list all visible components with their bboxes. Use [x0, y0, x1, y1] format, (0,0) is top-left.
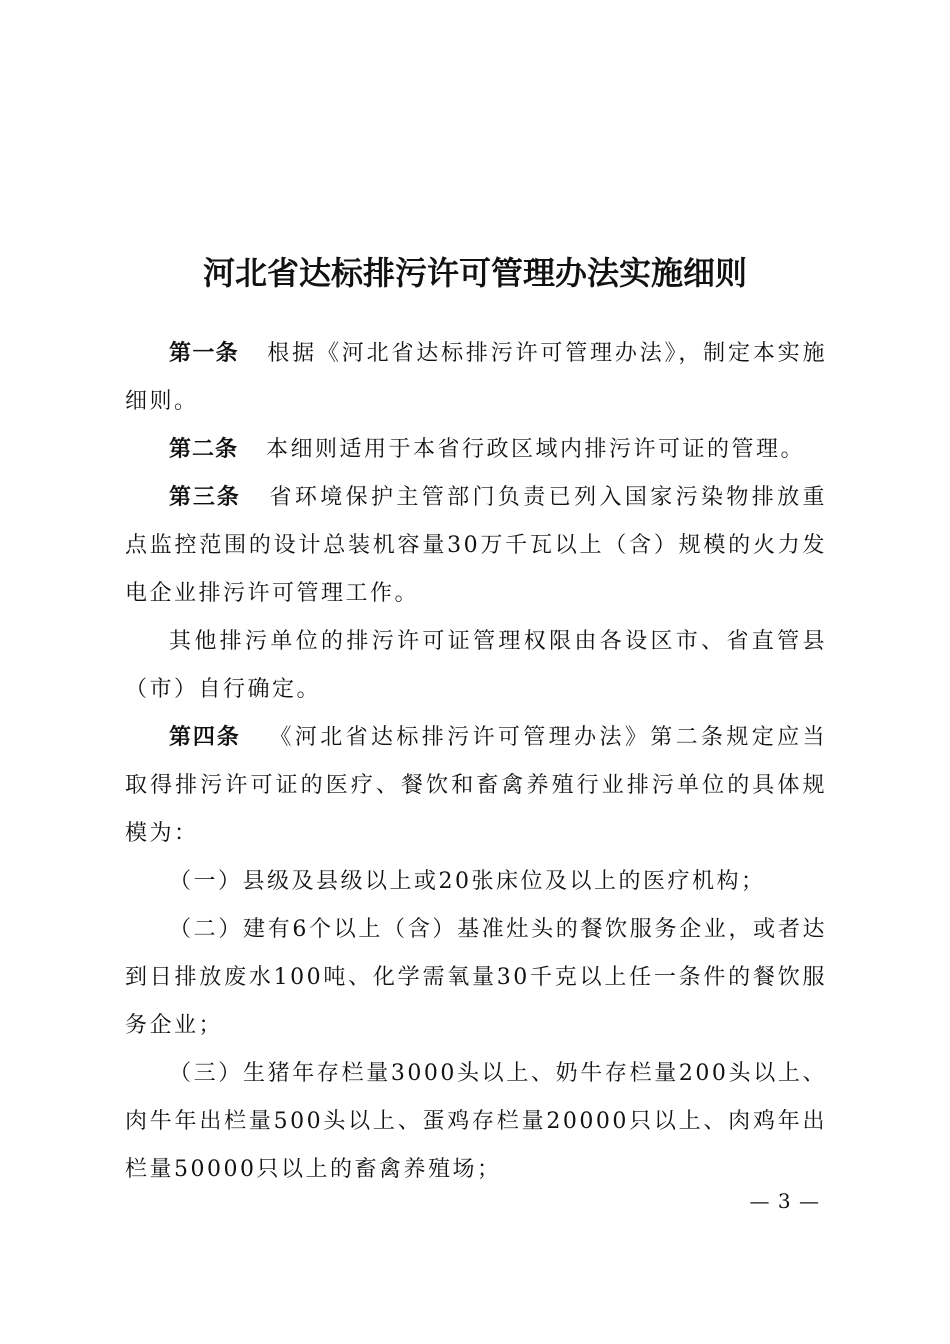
article-4-item-2 [125, 906, 827, 1050]
paragraph-text: 其他排污单位的排污许可证管理权限由各设区市、省直管县（市）自行确定。 [125, 629, 827, 702]
article-4-item-3 [125, 1050, 827, 1194]
article-4-item-1 [125, 858, 827, 906]
list-item-text: （三）生猪年存栏量3000头以上、奶牛存栏量200头以上、肉牛年出栏量500头以上、蛋鸡存栏量20000只以上、肉鸡年出栏量50000只以上的畜禽养殖场； [125, 1061, 827, 1182]
article-3-paragraph-2 [125, 618, 827, 714]
article-text: 本细则适用于本省行政区域内排污许可证的管理。 [266, 437, 806, 462]
article-label: 第三条 [169, 485, 241, 510]
article-4 [125, 714, 827, 858]
document-body [125, 330, 827, 1194]
article-label: 第一条 [169, 341, 239, 366]
article-label: 第二条 [169, 437, 239, 462]
list-item-text: （二）建有6个以上（含）基准灶头的餐饮服务企业，或者达到日排放废水100吨、化学需氧量30千克以上任一条件的餐饮服务企业； [125, 917, 827, 1038]
article-label: 第四条 [169, 725, 241, 750]
article-text: 省环境保护主管部门负责已列入国家污染物排放重点监控范围的设计总装机容量30万千瓦以上（含）规模的火力发电企业排污许可管理工作。 [125, 485, 827, 606]
article-3 [125, 474, 827, 618]
article-text: 《河北省达标排污许可管理办法》第二条规定应当取得排污许可证的医疗、餐饮和畜禽养殖行业排污单位的具体规模为： [125, 725, 827, 846]
article-2 [125, 426, 827, 474]
page-number: — 3 — [749, 1189, 820, 1213]
list-item-text: （一）县级及县级以上或20张床位及以上的医疗机构； [169, 869, 766, 894]
document-title: 河北省达标排污许可管理办法实施细则 [202, 254, 747, 292]
article-1 [125, 330, 827, 426]
article-text: 根据《河北省达标排污许可管理办法》，制定本实施细则。 [125, 341, 827, 414]
